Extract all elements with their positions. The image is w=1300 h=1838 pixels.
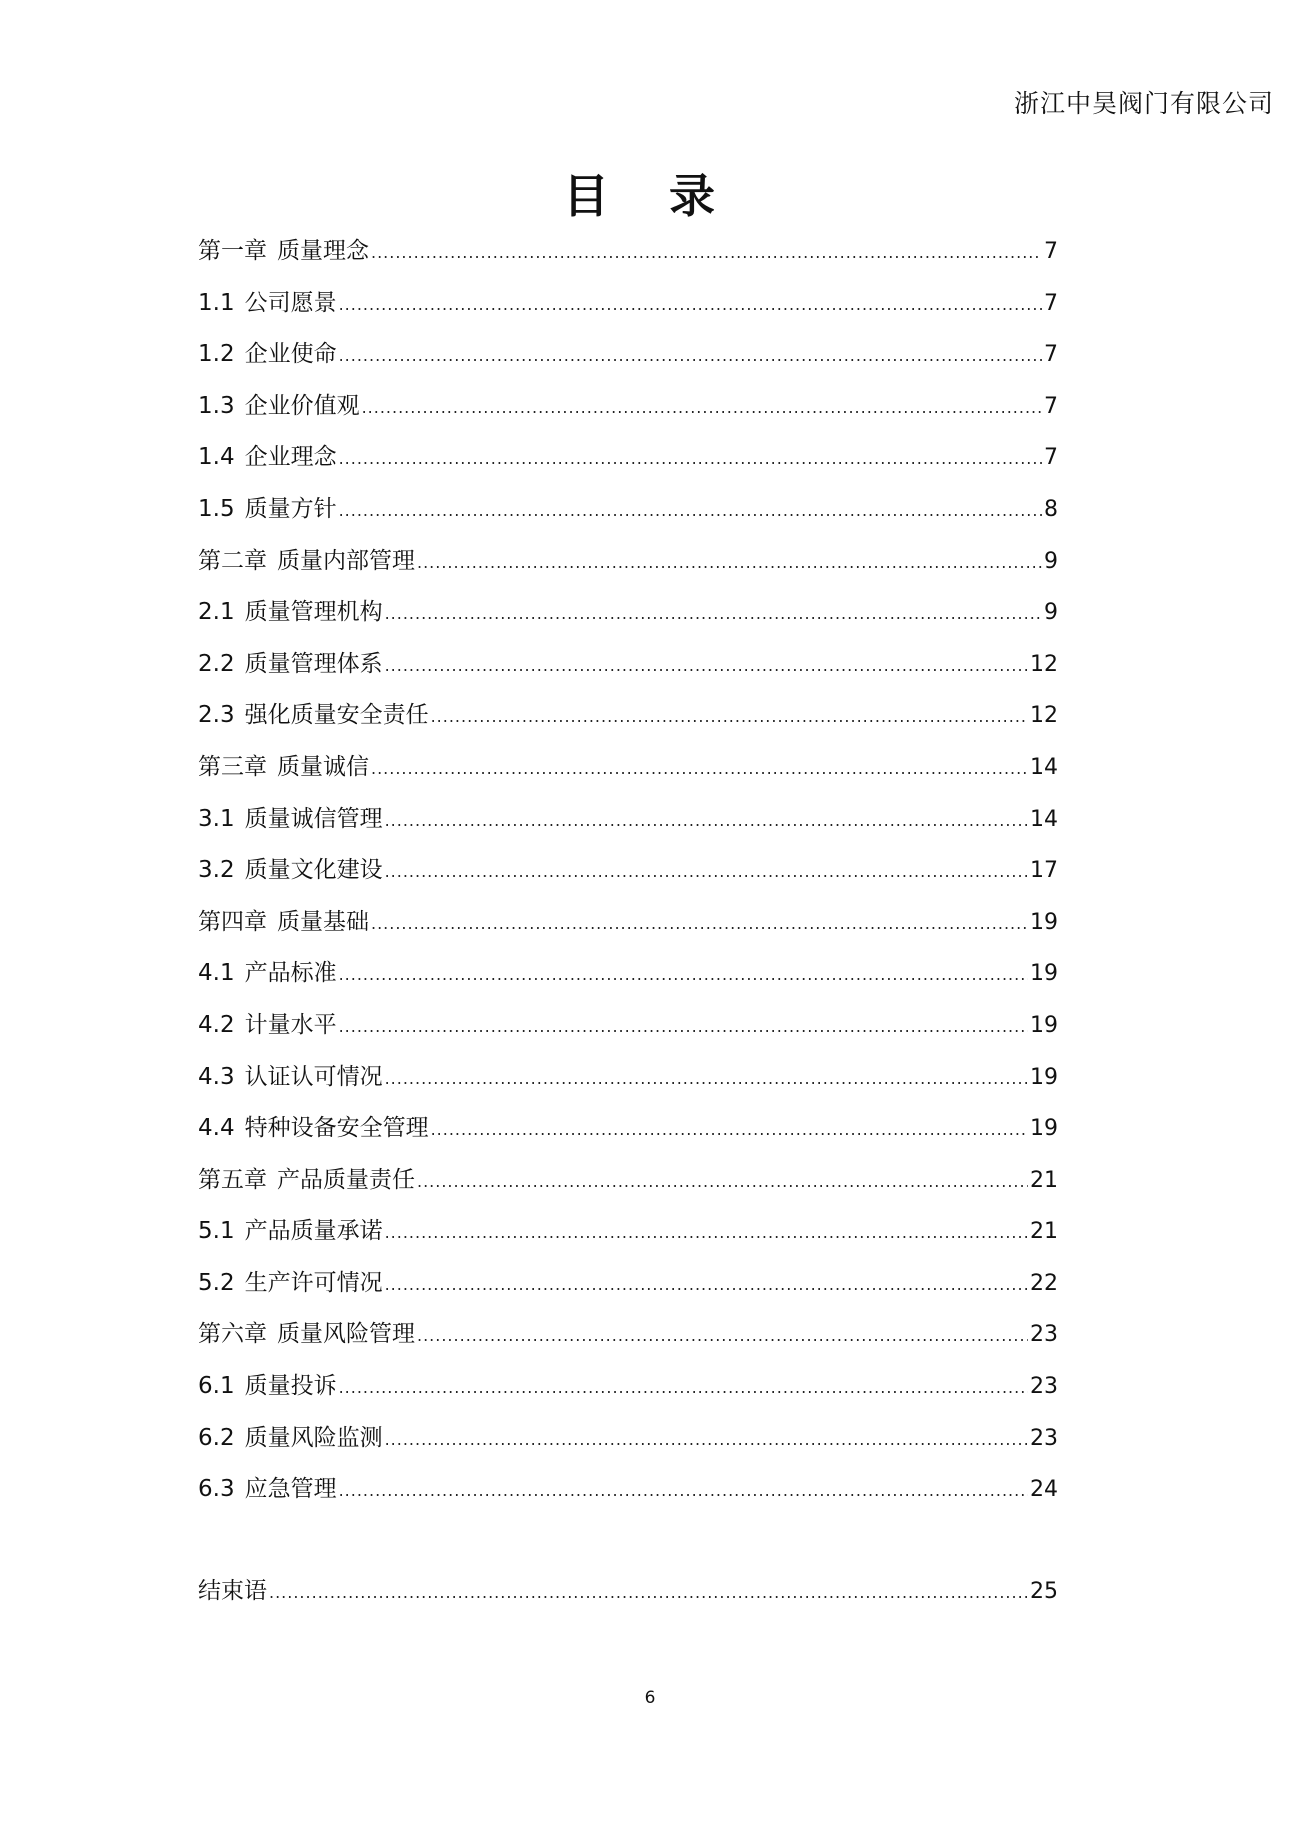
toc-entry[interactable] [198, 696, 1058, 748]
toc-entry-label [198, 800, 383, 833]
toc-entry-number: 第六章 [198, 1321, 267, 1348]
toc-dot-leader [339, 346, 1042, 365]
page-number: 6 [644, 1688, 656, 1708]
toc-entry-text: 企业使命 [244, 341, 337, 368]
toc-entry-label [198, 490, 337, 523]
toc-entry-number: 2.3 [198, 702, 235, 729]
toc-entry-number: 4.3 [198, 1063, 235, 1090]
toc-dot-leader [417, 1326, 1028, 1345]
toc-dot-leader [417, 553, 1042, 572]
table-of-contents [198, 232, 1058, 1623]
toc-dot-leader [339, 1481, 1028, 1500]
toc-entry-page: 9 [1044, 600, 1058, 626]
toc-entry-number: 3.2 [198, 857, 235, 884]
toc-entry-text: 质量管理机构 [244, 599, 383, 626]
toc-entry-page: 7 [1044, 393, 1058, 419]
toc-entry-text: 质量管理体系 [244, 650, 383, 677]
toc-entry[interactable] [198, 1419, 1058, 1471]
toc-entry-page: 9 [1044, 548, 1058, 574]
toc-entry-page: 14 [1030, 806, 1058, 832]
toc-entry-page: 21 [1030, 1167, 1058, 1193]
toc-entry-number: 第五章 [198, 1166, 267, 1193]
toc-dot-leader [339, 501, 1042, 520]
toc-entry-number: 1.1 [198, 289, 235, 316]
toc-entry-number: 1.3 [198, 392, 235, 419]
toc-entry[interactable] [198, 748, 1058, 800]
toc-entry-number: 6.2 [198, 1424, 235, 1451]
toc-entry-text: 质量文化建设 [244, 857, 383, 884]
toc-entry[interactable] [198, 387, 1058, 439]
toc-entry-page: 21 [1030, 1219, 1058, 1245]
toc-entry-number: 3.1 [198, 805, 235, 832]
toc-entry[interactable] [198, 335, 1058, 387]
toc-entry[interactable] [198, 1315, 1058, 1367]
toc-entry-page: 24 [1030, 1477, 1058, 1503]
toc-entry-page: 7 [1044, 239, 1058, 264]
toc-entry-page: 19 [1030, 1064, 1058, 1090]
toc-entry-page: 19 [1030, 1116, 1058, 1142]
toc-dot-leader [417, 1172, 1028, 1191]
toc-dot-leader [385, 1223, 1028, 1242]
toc-entry-label [198, 1572, 267, 1605]
toc-entry-number: 1.2 [198, 341, 235, 368]
toc-dot-leader [339, 295, 1042, 314]
toc-entry-label [198, 387, 360, 420]
toc-entry[interactable] [198, 851, 1058, 903]
toc-entry-text: 结束语 [198, 1577, 267, 1604]
toc-entry[interactable] [198, 438, 1058, 490]
toc-entry[interactable] [198, 1264, 1058, 1316]
toc-entry-number: 第四章 [198, 908, 267, 935]
toc-entry[interactable] [198, 542, 1058, 594]
toc-entry-text: 生产许可情况 [244, 1269, 383, 1296]
toc-entry[interactable] [198, 1212, 1058, 1264]
toc-entry-label [198, 1161, 415, 1194]
toc-entry-text: 质量理念 [277, 238, 369, 264]
toc-entry-label [198, 1367, 337, 1400]
toc-entry-number: 2.2 [198, 650, 235, 677]
toc-dot-leader [371, 914, 1028, 933]
toc-dot-leader [385, 811, 1028, 830]
toc-entry-text: 质量基础 [277, 908, 369, 935]
toc-entry-label [198, 335, 337, 368]
toc-entry-text: 质量投诉 [244, 1373, 337, 1400]
toc-entry-text: 产品标准 [244, 960, 337, 987]
toc-entry[interactable] [198, 1006, 1058, 1058]
toc-entry-page: 25 [1030, 1578, 1058, 1604]
toc-dot-leader [371, 243, 1042, 262]
toc-entry[interactable] [198, 1470, 1058, 1522]
toc-entry-text: 质量诚信 [277, 753, 369, 780]
toc-entry-page: 23 [1030, 1374, 1058, 1400]
toc-entry-label [198, 1419, 383, 1452]
toc-entry[interactable] [198, 232, 1058, 284]
toc-entry-text: 认证认可情况 [244, 1063, 383, 1090]
toc-entry-label [198, 438, 337, 471]
toc-entry-text: 产品质量承诺 [244, 1218, 383, 1245]
toc-entry[interactable] [198, 1058, 1058, 1110]
toc-entry-page: 8 [1044, 496, 1058, 522]
toc-entry[interactable] [198, 800, 1058, 852]
toc-entry-number: 第三章 [198, 753, 267, 780]
toc-entry-page: 7 [1044, 290, 1058, 316]
toc-dot-leader [431, 707, 1028, 726]
toc-entry-text: 企业理念 [244, 444, 337, 471]
toc-dot-leader [269, 1583, 1028, 1602]
toc-entry-page: 14 [1030, 754, 1058, 780]
toc-entry-page: 12 [1030, 703, 1058, 729]
toc-dot-leader [339, 965, 1028, 984]
toc-entry[interactable] [198, 490, 1058, 542]
toc-entry-label [198, 954, 337, 987]
toc-entry-page: 7 [1044, 342, 1058, 368]
toc-entry-label [198, 284, 337, 317]
company-header: 浙江中昊阀门有限公司 [1013, 89, 1274, 118]
toc-dot-leader [385, 862, 1028, 881]
toc-dot-leader [385, 604, 1042, 623]
toc-entry-text: 质量风险监测 [244, 1424, 383, 1451]
toc-entry[interactable] [198, 954, 1058, 1006]
toc-entry[interactable] [198, 903, 1058, 955]
toc-entry[interactable] [198, 1161, 1058, 1213]
toc-entry-label [198, 1264, 383, 1297]
toc-entry[interactable] [198, 593, 1058, 645]
toc-entry-page: 12 [1030, 651, 1058, 677]
toc-entry-page: 7 [1044, 445, 1058, 471]
toc-entry-page: 17 [1030, 858, 1058, 884]
toc-entry-text: 应急管理 [244, 1476, 337, 1503]
toc-dot-leader [362, 398, 1042, 417]
toc-dot-leader [339, 1017, 1028, 1036]
toc-dot-leader [385, 656, 1028, 675]
toc-entry-text: 质量内部管理 [277, 547, 415, 574]
toc-entry-text: 质量方针 [244, 495, 337, 522]
toc-entry-label [198, 1212, 383, 1245]
toc-entry-page: 19 [1030, 961, 1058, 987]
toc-dot-leader [385, 1069, 1028, 1088]
toc-entry-number: 1.4 [198, 444, 235, 471]
toc-entry-number: 5.2 [198, 1269, 235, 1296]
toc-entry-number: 1.5 [198, 495, 235, 522]
toc-entry-number: 5.1 [198, 1218, 235, 1245]
toc-entry-number: 2.1 [198, 599, 235, 626]
toc-entry-number: 4.1 [198, 960, 235, 987]
toc-entry-label [198, 1315, 415, 1348]
toc-dot-leader [339, 449, 1042, 468]
toc-entry-number: 6.1 [198, 1373, 235, 1400]
toc-entry-text: 特种设备安全管理 [244, 1115, 429, 1142]
toc-entry-page: 19 [1030, 909, 1058, 935]
toc-dot-leader [371, 759, 1028, 778]
toc-entry-text: 强化质量安全责任 [244, 702, 429, 729]
toc-entry-number: 6.3 [198, 1476, 235, 1503]
toc-entry-label [198, 1470, 337, 1503]
toc-entry-label [198, 696, 429, 729]
toc-entry-label [198, 1058, 383, 1091]
toc-entry[interactable] [198, 1572, 1058, 1624]
toc-entry-page: 23 [1030, 1322, 1058, 1348]
toc-entry[interactable] [198, 1367, 1058, 1419]
toc-entry-number: 第二章 [198, 547, 267, 574]
toc-entry-label [198, 542, 415, 575]
toc-entry-label [198, 748, 369, 781]
toc-entry-label [198, 1006, 337, 1039]
toc-entry-label [198, 903, 369, 936]
toc-entry[interactable] [198, 284, 1058, 336]
toc-dot-leader [431, 1120, 1028, 1139]
toc-entry-label [198, 1109, 429, 1142]
toc-entry-number: 第一章 [198, 238, 267, 264]
toc-dot-leader [385, 1275, 1028, 1294]
toc-dot-leader [385, 1430, 1028, 1449]
toc-entry-text: 计量水平 [244, 1011, 337, 1038]
toc-entry-label [198, 645, 383, 678]
toc-entry-page: 19 [1030, 1012, 1058, 1038]
toc-dot-leader [339, 1378, 1028, 1397]
toc-entry-label [198, 851, 383, 884]
toc-entry[interactable] [198, 645, 1058, 697]
toc-entry-page: 22 [1030, 1270, 1058, 1296]
page-title: 目 录 [562, 169, 737, 223]
toc-entry-number: 4.4 [198, 1115, 235, 1142]
toc-entry-text: 公司愿景 [244, 289, 337, 316]
toc-entry-text: 质量风险管理 [277, 1321, 415, 1348]
toc-entry-label [198, 593, 383, 626]
toc-entry-text: 企业价值观 [244, 392, 360, 419]
toc-entry-page: 23 [1030, 1425, 1058, 1451]
toc-entry-text: 产品质量责任 [277, 1166, 415, 1193]
toc-entry[interactable] [198, 1109, 1058, 1161]
toc-entry-text: 质量诚信管理 [244, 805, 383, 832]
toc-entry-number: 4.2 [198, 1011, 235, 1038]
toc-entry-label [198, 232, 369, 265]
